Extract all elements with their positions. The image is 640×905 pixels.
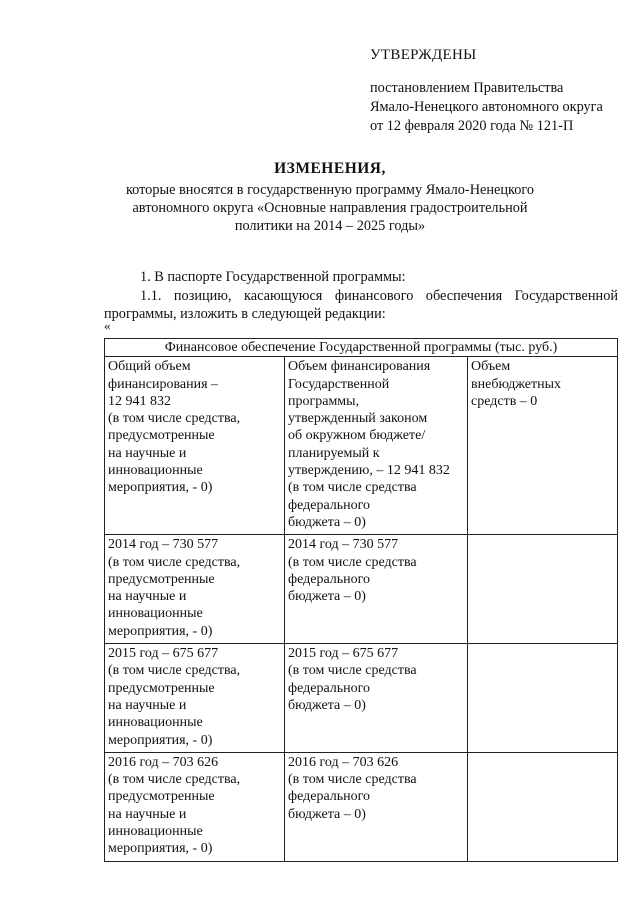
- cell-line: средств – 0: [471, 393, 538, 409]
- approval-stamp: [370, 46, 603, 136]
- total-financing-cell: [105, 357, 285, 535]
- approval-line: от 12 февраля 2020 года № 121-П: [370, 118, 574, 134]
- financing-table: [104, 338, 618, 862]
- cell-line: финансирования –: [108, 376, 219, 392]
- approval-line: постановлением Правительства: [370, 80, 564, 96]
- title-line: которые вносятся в государственную программу Ямало-Ненецкого: [125, 182, 535, 198]
- paragraph-line: 1.1. позицию, касающуюся финансового обеспечения Государственной: [140, 288, 618, 304]
- cell-line: бюджета – 0): [288, 697, 366, 713]
- cell-line: (в том числе средства,: [108, 772, 241, 788]
- cell-line: 2016 год – 703 626: [288, 754, 399, 770]
- cell-line: Общий объем: [108, 359, 191, 375]
- cell-line: Государственной: [288, 376, 390, 392]
- document-title: [60, 160, 600, 235]
- cell-line: утвержденный законом: [288, 411, 428, 427]
- cell-line: 2014 год – 730 577: [288, 537, 399, 553]
- program-financing-cell: [285, 357, 468, 535]
- cell-line: 2015 год – 675 677: [288, 646, 399, 662]
- cell-line: мероприятия, - 0): [108, 623, 213, 639]
- cell-line: утверждению, – 12 941 832: [288, 463, 450, 479]
- cell-line: Объем: [471, 359, 511, 375]
- cell-line: 2016 год – 703 626: [108, 754, 219, 770]
- year-program-cell: [285, 535, 468, 644]
- cell-line: (в том числе средства,: [108, 554, 241, 570]
- table-row: [105, 535, 618, 644]
- year-total-cell: [105, 535, 285, 644]
- cell-line: инновационные: [108, 715, 203, 731]
- cell-line: бюджета – 0): [288, 514, 366, 530]
- cell-line: мероприятия, - 0): [108, 732, 213, 748]
- cell-line: 2014 год – 730 577: [108, 537, 219, 553]
- cell-line: предусмотренные: [108, 428, 215, 444]
- cell-line: 2015 год – 675 677: [108, 646, 219, 662]
- cell-line: бюджета – 0): [288, 589, 366, 605]
- cell-line: (в том числе средства: [288, 772, 417, 788]
- year-program-cell: [285, 752, 468, 861]
- cell-line: (в том числе средства: [288, 663, 417, 679]
- cell-line: об окружном бюджете/: [288, 428, 426, 444]
- cell-line: (в том числе средства,: [108, 663, 241, 679]
- table-row: [105, 357, 618, 535]
- table-row: [105, 644, 618, 753]
- cell-line: на научные и: [108, 697, 187, 713]
- table-row: [105, 752, 618, 861]
- approval-heading: УТВЕРЖДЕНЫ: [370, 47, 477, 63]
- cell-line: на научные и: [108, 445, 187, 461]
- cell-line: предусмотренные: [108, 571, 215, 587]
- cell-line: федерального: [288, 789, 371, 805]
- paragraph-1: 1. В паспорте Государственной программы:: [140, 269, 406, 285]
- year-program-cell: [285, 644, 468, 753]
- cell-line: внебюджетных: [471, 376, 562, 392]
- table-header: Финансовое обеспечение Государственной программы (тыс. руб.): [105, 339, 618, 357]
- approval-line: Ямало-Ненецкого автономного округа: [370, 99, 603, 115]
- cell-line: федерального: [288, 680, 371, 696]
- cell-line: инновационные: [108, 824, 203, 840]
- year-total-cell: [105, 752, 285, 861]
- cell-line: на научные и: [108, 806, 187, 822]
- cell-line: (в том числе средства: [288, 480, 417, 496]
- empty-cell: [468, 752, 618, 861]
- cell-line: (в том числе средства,: [108, 411, 241, 427]
- title-line: автономного округа «Основные направления градостроительной: [132, 200, 528, 216]
- empty-cell: [468, 535, 618, 644]
- cell-line: инновационные: [108, 606, 203, 622]
- opening-quote: «: [104, 318, 111, 333]
- cell-line: инновационные: [108, 463, 203, 479]
- title-line: политики на 2014 – 2025 годы»: [234, 218, 426, 234]
- empty-cell: [468, 644, 618, 753]
- cell-line: на научные и: [108, 589, 187, 605]
- cell-line: мероприятия, - 0): [108, 841, 213, 857]
- cell-line: мероприятия, - 0): [108, 480, 213, 496]
- cell-line: 12 941 832: [108, 393, 171, 409]
- cell-line: федерального: [288, 571, 371, 587]
- year-total-cell: [105, 644, 285, 753]
- cell-line: (в том числе средства: [288, 554, 417, 570]
- extrabudget-cell: [468, 357, 618, 535]
- cell-line: планируемый к: [288, 445, 380, 461]
- cell-line: федерального: [288, 497, 371, 513]
- paragraph-line: программы, изложить в следующей редакции:: [104, 306, 386, 322]
- cell-line: бюджета – 0): [288, 806, 366, 822]
- cell-line: предусмотренные: [108, 789, 215, 805]
- title-main: ИЗМЕНЕНИЯ,: [274, 160, 386, 177]
- cell-line: Объем финансирования: [288, 359, 431, 375]
- cell-line: предусмотренные: [108, 680, 215, 696]
- cell-line: программы,: [288, 393, 360, 409]
- paragraph-1-1: [104, 287, 618, 323]
